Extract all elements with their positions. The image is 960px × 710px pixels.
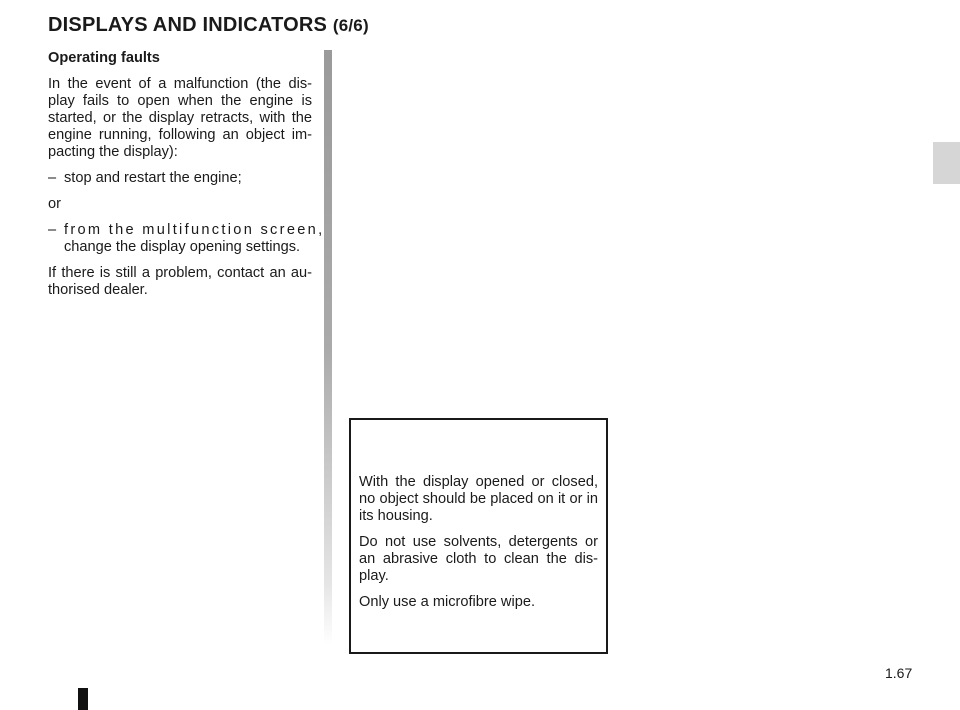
note-paragraph-3: Only use a microfibre wipe. — [359, 594, 536, 610]
bullet-item-settings — [48, 222, 325, 256]
note-paragraph-1: With the display opened or closed, no object should be placed on it or in its housing. — [359, 474, 598, 524]
page-title — [48, 14, 369, 37]
closing-paragraph: If there is still a problem, contact an au-thorised dealer. — [48, 265, 312, 298]
bullet-text — [64, 222, 324, 256]
title-page-count: (6/6) — [332, 16, 369, 35]
section-tab-marker — [933, 142, 960, 184]
left-column — [48, 50, 325, 308]
title-text: DISPLAYS AND INDICATORS — [48, 14, 328, 36]
column-divider-bar — [324, 50, 332, 645]
corner-crop-mark — [78, 688, 88, 710]
bullet-text-line1: from the multifunction screen, — [64, 222, 325, 238]
bullet-text-line2: change the display opening settings. — [64, 239, 301, 255]
or-text: or — [48, 196, 61, 212]
note-paragraph-2: Do not use solvents, detergents or an abrasive cloth to clean the dis-play. — [359, 534, 598, 584]
bullet-dash: – — [48, 170, 57, 186]
section-heading: Operating faults — [48, 50, 160, 66]
bullet-dash: – — [48, 222, 57, 238]
bullet-text: stop and restart the engine; — [64, 170, 242, 186]
bullet-item-restart — [48, 170, 312, 187]
page-number: 1.67 — [885, 665, 913, 681]
intro-paragraph: In the event of a malfunction (the dis-play fails to open when the engine is started, or the display retracts, with the engine running, following an object im-pacting the display): — [48, 76, 312, 160]
warning-note-box — [349, 418, 608, 654]
